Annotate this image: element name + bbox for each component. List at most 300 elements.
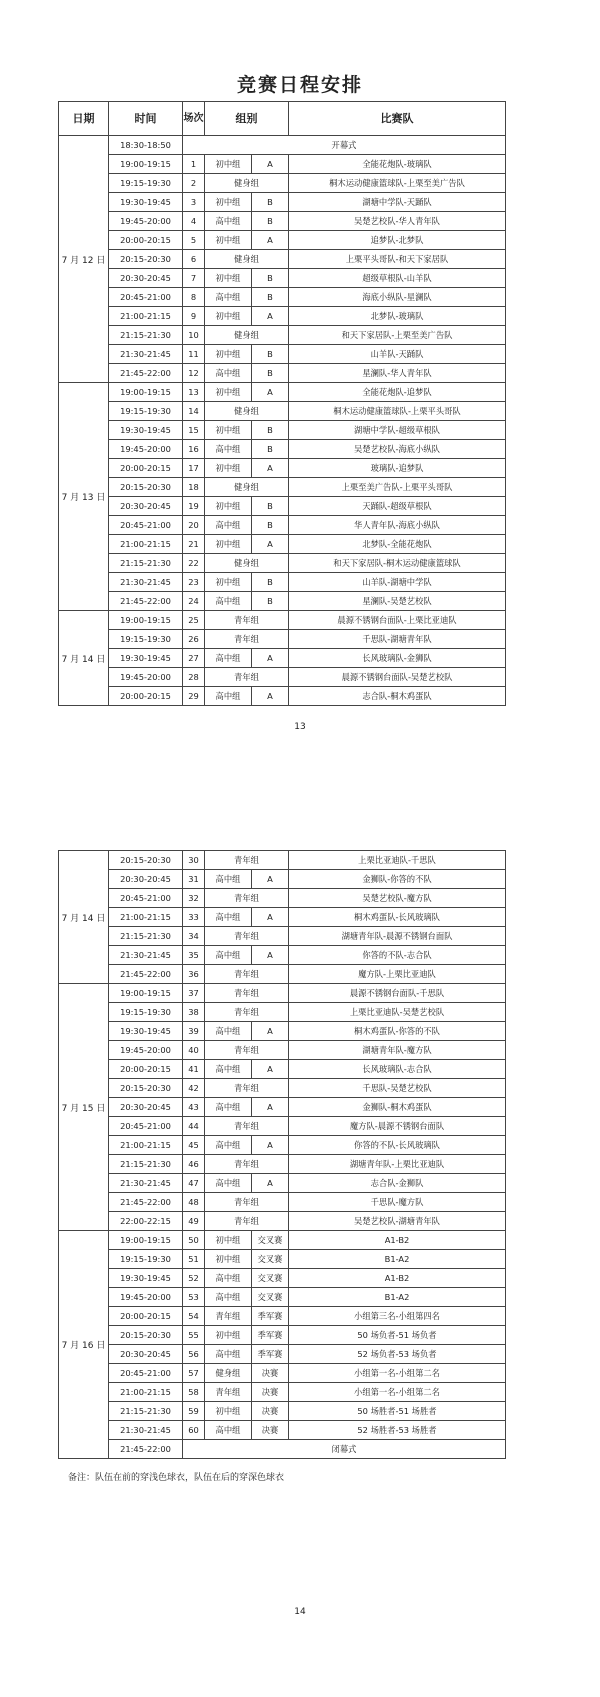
grade-cell: 健身组 bbox=[205, 478, 289, 497]
table-row bbox=[59, 193, 506, 212]
teams-cell: 星澜队-华人青年队 bbox=[289, 364, 506, 383]
match-number-cell: 33 bbox=[183, 908, 205, 927]
time-cell: 21:45-22:00 bbox=[109, 1193, 183, 1212]
grade-cell: 青年组 bbox=[205, 668, 289, 687]
match-number-cell: 25 bbox=[183, 611, 205, 630]
match-number-cell: 48 bbox=[183, 1193, 205, 1212]
grade-cell: 初中组 bbox=[205, 497, 252, 516]
grade-cell: 青年组 bbox=[205, 630, 289, 649]
match-number-cell: 14 bbox=[183, 402, 205, 421]
teams-cell: 海底小纵队-星澜队 bbox=[289, 288, 506, 307]
time-cell: 19:30-19:45 bbox=[109, 421, 183, 440]
time-cell: 20:45-21:00 bbox=[109, 889, 183, 908]
time-cell: 21:30-21:45 bbox=[109, 946, 183, 965]
table-row bbox=[59, 554, 506, 573]
time-cell: 19:30-19:45 bbox=[109, 649, 183, 668]
time-cell: 19:00-19:15 bbox=[109, 155, 183, 174]
date-cell: 7 月 16 日 bbox=[59, 1231, 109, 1459]
table-row bbox=[59, 1326, 506, 1345]
match-number-cell: 38 bbox=[183, 1003, 205, 1022]
teams-cell: 上栗比亚迪队-吴楚艺校队 bbox=[289, 1003, 506, 1022]
teams-cell: B1-A2 bbox=[289, 1250, 506, 1269]
match-number-cell: 19 bbox=[183, 497, 205, 516]
table-row bbox=[59, 440, 506, 459]
group-cell: B bbox=[252, 193, 289, 212]
teams-cell: 晨源不锈钢台面队-千思队 bbox=[289, 984, 506, 1003]
teams-cell: A1-B2 bbox=[289, 1269, 506, 1288]
teams-cell: 吴楚艺校队-海底小纵队 bbox=[289, 440, 506, 459]
grade-cell: 高中组 bbox=[205, 870, 252, 889]
table-row bbox=[59, 288, 506, 307]
group-cell: B bbox=[252, 421, 289, 440]
table-row bbox=[59, 307, 506, 326]
table-row bbox=[59, 364, 506, 383]
time-cell: 19:45-20:00 bbox=[109, 1041, 183, 1060]
teams-cell: 志合队-桐木鸡蛋队 bbox=[289, 687, 506, 706]
time-cell: 21:00-21:15 bbox=[109, 307, 183, 326]
match-number-cell: 6 bbox=[183, 250, 205, 269]
group-cell: B bbox=[252, 288, 289, 307]
group-cell: A bbox=[252, 459, 289, 478]
table-row bbox=[59, 516, 506, 535]
group-cell: B bbox=[252, 497, 289, 516]
time-cell: 19:30-19:45 bbox=[109, 1269, 183, 1288]
match-number-cell: 11 bbox=[183, 345, 205, 364]
grade-cell: 青年组 bbox=[205, 1155, 289, 1174]
grade-cell: 初中组 bbox=[205, 421, 252, 440]
match-number-cell: 15 bbox=[183, 421, 205, 440]
table-row bbox=[59, 1307, 506, 1326]
grade-cell: 高中组 bbox=[205, 440, 252, 459]
grade-cell: 初中组 bbox=[205, 1231, 252, 1250]
teams-cell: 魔方队-上栗比亚迪队 bbox=[289, 965, 506, 984]
time-cell: 19:15-19:30 bbox=[109, 1250, 183, 1269]
grade-cell: 高中组 bbox=[205, 1174, 252, 1193]
grade-cell: 高中组 bbox=[205, 649, 252, 668]
grade-cell: 青年组 bbox=[205, 1079, 289, 1098]
time-cell: 19:15-19:30 bbox=[109, 630, 183, 649]
table-row bbox=[59, 908, 506, 927]
match-number-cell: 36 bbox=[183, 965, 205, 984]
group-cell: A bbox=[252, 1060, 289, 1079]
group-cell: B bbox=[252, 440, 289, 459]
match-number-cell: 42 bbox=[183, 1079, 205, 1098]
time-cell: 22:00-22:15 bbox=[109, 1212, 183, 1231]
time-cell: 21:15-21:30 bbox=[109, 326, 183, 345]
time-cell: 19:15-19:30 bbox=[109, 174, 183, 193]
table-row bbox=[59, 1022, 506, 1041]
grade-cell: 高中组 bbox=[205, 908, 252, 927]
teams-cell: 吴楚艺校队-华人青年队 bbox=[289, 212, 506, 231]
match-number-cell: 18 bbox=[183, 478, 205, 497]
grade-cell: 初中组 bbox=[205, 307, 252, 326]
group-cell: B bbox=[252, 364, 289, 383]
time-cell: 20:45-21:00 bbox=[109, 1117, 183, 1136]
match-number-cell: 5 bbox=[183, 231, 205, 250]
group-cell: B bbox=[252, 269, 289, 288]
time-cell: 19:00-19:15 bbox=[109, 611, 183, 630]
grade-cell: 青年组 bbox=[205, 1003, 289, 1022]
teams-cell: 和天下家居队-桐木运动健康篮球队 bbox=[289, 554, 506, 573]
match-number-cell: 10 bbox=[183, 326, 205, 345]
table-row bbox=[59, 1383, 506, 1402]
table-row bbox=[59, 592, 506, 611]
match-number-cell: 54 bbox=[183, 1307, 205, 1326]
table-row bbox=[59, 383, 506, 402]
time-cell: 19:45-20:00 bbox=[109, 440, 183, 459]
time-cell: 20:15-20:30 bbox=[109, 478, 183, 497]
match-number-cell: 35 bbox=[183, 946, 205, 965]
time-cell: 19:00-19:15 bbox=[109, 383, 183, 402]
header-time: 时间 bbox=[109, 102, 183, 136]
time-cell: 19:00-19:15 bbox=[109, 984, 183, 1003]
page-number: 14 bbox=[294, 1607, 306, 1617]
grade-cell: 青年组 bbox=[205, 889, 289, 908]
table-row bbox=[59, 1136, 506, 1155]
group-cell: 决赛 bbox=[252, 1421, 289, 1440]
teams-cell: 华人青年队-海底小纵队 bbox=[289, 516, 506, 535]
teams-cell: 志合队-金狮队 bbox=[289, 1174, 506, 1193]
time-cell: 20:00-20:15 bbox=[109, 687, 183, 706]
teams-cell: 千思队-魔方队 bbox=[289, 1193, 506, 1212]
match-number-cell: 59 bbox=[183, 1402, 205, 1421]
table-row bbox=[59, 946, 506, 965]
grade-cell: 健身组 bbox=[205, 326, 289, 345]
teams-cell: 天踊队-超级草根队 bbox=[289, 497, 506, 516]
time-cell: 21:30-21:45 bbox=[109, 573, 183, 592]
time-cell: 20:00-20:15 bbox=[109, 1060, 183, 1079]
table-row bbox=[59, 174, 506, 193]
teams-cell: 小组第三名-小组第四名 bbox=[289, 1307, 506, 1326]
time-cell: 20:45-21:00 bbox=[109, 516, 183, 535]
group-cell: 交叉赛 bbox=[252, 1288, 289, 1307]
teams-cell: 千思队-吴楚艺校队 bbox=[289, 1079, 506, 1098]
time-cell: 19:00-19:15 bbox=[109, 1231, 183, 1250]
grade-cell: 健身组 bbox=[205, 1364, 252, 1383]
time-cell: 21:15-21:30 bbox=[109, 1155, 183, 1174]
time-cell: 20:00-20:15 bbox=[109, 231, 183, 250]
time-cell: 19:15-19:30 bbox=[109, 1003, 183, 1022]
group-cell: A bbox=[252, 1022, 289, 1041]
table-row bbox=[59, 478, 506, 497]
match-number-cell: 53 bbox=[183, 1288, 205, 1307]
table-row bbox=[59, 231, 506, 250]
teams-cell: 千思队-湖塘青年队 bbox=[289, 630, 506, 649]
grade-cell: 青年组 bbox=[205, 984, 289, 1003]
header-date: 日期 bbox=[59, 102, 109, 136]
group-cell: A bbox=[252, 649, 289, 668]
time-cell: 18:30-18:50 bbox=[109, 136, 183, 155]
time-cell: 21:15-21:30 bbox=[109, 554, 183, 573]
grade-cell: 青年组 bbox=[205, 1117, 289, 1136]
table-row bbox=[59, 326, 506, 345]
group-cell: B bbox=[252, 516, 289, 535]
time-cell: 21:15-21:30 bbox=[109, 927, 183, 946]
time-cell: 20:00-20:15 bbox=[109, 1307, 183, 1326]
grade-cell: 高中组 bbox=[205, 364, 252, 383]
table-row bbox=[59, 1231, 506, 1250]
teams-cell: 北梦队-全能花炮队 bbox=[289, 535, 506, 554]
time-cell: 21:45-22:00 bbox=[109, 592, 183, 611]
table-row bbox=[59, 1041, 506, 1060]
grade-cell: 青年组 bbox=[205, 965, 289, 984]
time-cell: 21:45-22:00 bbox=[109, 1440, 183, 1459]
teams-cell: 湖塘青年队-晨源不锈钢台面队 bbox=[289, 927, 506, 946]
match-number-cell: 55 bbox=[183, 1326, 205, 1345]
grade-cell: 初中组 bbox=[205, 345, 252, 364]
match-number-cell: 3 bbox=[183, 193, 205, 212]
match-number-cell: 46 bbox=[183, 1155, 205, 1174]
table-row bbox=[59, 421, 506, 440]
ceremony-cell: 开幕式 bbox=[183, 136, 506, 155]
teams-cell: 金狮队-桐木鸡蛋队 bbox=[289, 1098, 506, 1117]
table-row bbox=[59, 269, 506, 288]
match-number-cell: 4 bbox=[183, 212, 205, 231]
table-row bbox=[59, 965, 506, 984]
match-number-cell: 20 bbox=[183, 516, 205, 535]
grade-cell: 青年组 bbox=[205, 1212, 289, 1231]
table-row bbox=[59, 1402, 506, 1421]
header-match-number: 场次 bbox=[183, 102, 205, 136]
table-row bbox=[59, 1193, 506, 1212]
time-cell: 21:00-21:15 bbox=[109, 908, 183, 927]
group-cell: 季军赛 bbox=[252, 1307, 289, 1326]
table-row bbox=[59, 1269, 506, 1288]
grade-cell: 健身组 bbox=[205, 250, 289, 269]
group-cell: A bbox=[252, 1174, 289, 1193]
grade-cell: 高中组 bbox=[205, 1269, 252, 1288]
table-row bbox=[59, 1060, 506, 1079]
header-teams: 比赛队 bbox=[289, 102, 506, 136]
group-cell: B bbox=[252, 212, 289, 231]
grade-cell: 初中组 bbox=[205, 1250, 252, 1269]
grade-cell: 青年组 bbox=[205, 1307, 252, 1326]
time-cell: 21:45-22:00 bbox=[109, 965, 183, 984]
table-row bbox=[59, 1421, 506, 1440]
time-cell: 20:45-21:00 bbox=[109, 1364, 183, 1383]
teams-cell: 你答的不队-长风玻璃队 bbox=[289, 1136, 506, 1155]
teams-cell: 桐木鸡蛋队-长风玻璃队 bbox=[289, 908, 506, 927]
grade-cell: 高中组 bbox=[205, 1345, 252, 1364]
grade-cell: 高中组 bbox=[205, 212, 252, 231]
group-cell: 交叉赛 bbox=[252, 1231, 289, 1250]
match-number-cell: 2 bbox=[183, 174, 205, 193]
group-cell: 交叉赛 bbox=[252, 1250, 289, 1269]
time-cell: 20:15-20:30 bbox=[109, 851, 183, 870]
group-cell: A bbox=[252, 383, 289, 402]
teams-cell: 金狮队-你答的不队 bbox=[289, 870, 506, 889]
grade-cell: 青年组 bbox=[205, 611, 289, 630]
match-number-cell: 45 bbox=[183, 1136, 205, 1155]
table-row bbox=[59, 649, 506, 668]
group-cell: A bbox=[252, 908, 289, 927]
teams-cell: A1-B2 bbox=[289, 1231, 506, 1250]
match-number-cell: 37 bbox=[183, 984, 205, 1003]
group-cell: B bbox=[252, 592, 289, 611]
teams-cell: 桐木运动健康篮球队-上栗至美广告队 bbox=[289, 174, 506, 193]
group-cell: 决赛 bbox=[252, 1383, 289, 1402]
match-number-cell: 32 bbox=[183, 889, 205, 908]
table-row bbox=[59, 927, 506, 946]
match-number-cell: 9 bbox=[183, 307, 205, 326]
teams-cell: 桐木运动健康篮球队-上栗平头哥队 bbox=[289, 402, 506, 421]
teams-cell: 山羊队-天踊队 bbox=[289, 345, 506, 364]
match-number-cell: 30 bbox=[183, 851, 205, 870]
group-cell: A bbox=[252, 307, 289, 326]
group-cell: A bbox=[252, 870, 289, 889]
grade-cell: 初中组 bbox=[205, 1326, 252, 1345]
date-cell: 7 月 13 日 bbox=[59, 383, 109, 611]
grade-cell: 初中组 bbox=[205, 459, 252, 478]
teams-cell: 超级草根队-山羊队 bbox=[289, 269, 506, 288]
header-group: 组别 bbox=[205, 102, 289, 136]
teams-cell: 晨源不锈钢台面队-吴楚艺校队 bbox=[289, 668, 506, 687]
grade-cell: 青年组 bbox=[205, 1193, 289, 1212]
table-row bbox=[59, 1003, 506, 1022]
time-cell: 19:45-20:00 bbox=[109, 212, 183, 231]
grade-cell: 初中组 bbox=[205, 573, 252, 592]
group-cell: A bbox=[252, 231, 289, 250]
teams-cell: 和天下家居队-上栗至美广告队 bbox=[289, 326, 506, 345]
table-row bbox=[59, 1250, 506, 1269]
teams-cell: 小组第一名-小组第二名 bbox=[289, 1383, 506, 1402]
date-cell: 7 月 15 日 bbox=[59, 984, 109, 1231]
grade-cell: 初中组 bbox=[205, 535, 252, 554]
match-number-cell: 7 bbox=[183, 269, 205, 288]
teams-cell: 吴楚艺校队-魔方队 bbox=[289, 889, 506, 908]
grade-cell: 高中组 bbox=[205, 687, 252, 706]
match-number-cell: 16 bbox=[183, 440, 205, 459]
match-number-cell: 31 bbox=[183, 870, 205, 889]
match-number-cell: 60 bbox=[183, 1421, 205, 1440]
time-cell: 20:30-20:45 bbox=[109, 870, 183, 889]
match-number-cell: 28 bbox=[183, 668, 205, 687]
time-cell: 20:15-20:30 bbox=[109, 250, 183, 269]
table-row bbox=[59, 155, 506, 174]
schedule-table-page1 bbox=[58, 101, 506, 706]
table-row bbox=[59, 984, 506, 1003]
teams-cell: 50 场负者-51 场负者 bbox=[289, 1326, 506, 1345]
table-row bbox=[59, 402, 506, 421]
table-row bbox=[59, 687, 506, 706]
teams-cell: 湖塘青年队-魔方队 bbox=[289, 1041, 506, 1060]
match-number-cell: 57 bbox=[183, 1364, 205, 1383]
date-cell: 7 月 14 日 bbox=[59, 611, 109, 706]
match-number-cell: 1 bbox=[183, 155, 205, 174]
teams-cell: 星澜队-吴楚艺校队 bbox=[289, 592, 506, 611]
grade-cell: 青年组 bbox=[205, 927, 289, 946]
schedule-table-page2 bbox=[58, 850, 506, 1459]
time-cell: 21:30-21:45 bbox=[109, 345, 183, 364]
table-row bbox=[59, 870, 506, 889]
group-cell: B bbox=[252, 345, 289, 364]
table-row bbox=[59, 1098, 506, 1117]
match-number-cell: 21 bbox=[183, 535, 205, 554]
match-number-cell: 41 bbox=[183, 1060, 205, 1079]
grade-cell: 健身组 bbox=[205, 174, 289, 193]
group-cell: 决赛 bbox=[252, 1364, 289, 1383]
time-cell: 19:15-19:30 bbox=[109, 402, 183, 421]
table-row bbox=[59, 1440, 506, 1459]
table-row bbox=[59, 573, 506, 592]
teams-cell: 上栗平头哥队-和天下家居队 bbox=[289, 250, 506, 269]
teams-cell: 全能花炮队-追梦队 bbox=[289, 383, 506, 402]
table-row bbox=[59, 889, 506, 908]
teams-cell: 山羊队-湖塘中学队 bbox=[289, 573, 506, 592]
teams-cell: 长风玻璃队-金狮队 bbox=[289, 649, 506, 668]
teams-cell: 湖塘中学队-天踊队 bbox=[289, 193, 506, 212]
grade-cell: 初中组 bbox=[205, 383, 252, 402]
group-cell: 交叉赛 bbox=[252, 1269, 289, 1288]
ceremony-cell: 闭幕式 bbox=[183, 1440, 506, 1459]
grade-cell: 高中组 bbox=[205, 1288, 252, 1307]
grade-cell: 初中组 bbox=[205, 231, 252, 250]
table-row bbox=[59, 1117, 506, 1136]
table-row bbox=[59, 851, 506, 870]
match-number-cell: 23 bbox=[183, 573, 205, 592]
table-row bbox=[59, 611, 506, 630]
teams-cell: 长风玻璃队-志合队 bbox=[289, 1060, 506, 1079]
grade-cell: 健身组 bbox=[205, 402, 289, 421]
time-cell: 21:30-21:45 bbox=[109, 1421, 183, 1440]
table-row bbox=[59, 1345, 506, 1364]
time-cell: 20:30-20:45 bbox=[109, 1098, 183, 1117]
grade-cell: 高中组 bbox=[205, 1136, 252, 1155]
table-row bbox=[59, 668, 506, 687]
time-cell: 20:30-20:45 bbox=[109, 269, 183, 288]
teams-cell: 晨源不锈钢台面队-上栗比亚迪队 bbox=[289, 611, 506, 630]
table-row bbox=[59, 459, 506, 478]
table-row bbox=[59, 1288, 506, 1307]
teams-cell: 湖塘青年队-上栗比亚迪队 bbox=[289, 1155, 506, 1174]
date-cell: 7 月 14 日 bbox=[59, 851, 109, 984]
table-row bbox=[59, 136, 506, 155]
table-row bbox=[59, 1212, 506, 1231]
match-number-cell: 58 bbox=[183, 1383, 205, 1402]
match-number-cell: 13 bbox=[183, 383, 205, 402]
table-row bbox=[59, 1155, 506, 1174]
grade-cell: 高中组 bbox=[205, 1098, 252, 1117]
match-number-cell: 39 bbox=[183, 1022, 205, 1041]
table-row bbox=[59, 630, 506, 649]
grade-cell: 健身组 bbox=[205, 554, 289, 573]
grade-cell: 高中组 bbox=[205, 1421, 252, 1440]
teams-cell: 玻璃队-追梦队 bbox=[289, 459, 506, 478]
grade-cell: 初中组 bbox=[205, 269, 252, 288]
grade-cell: 高中组 bbox=[205, 1060, 252, 1079]
page-number: 13 bbox=[294, 722, 306, 732]
match-number-cell: 43 bbox=[183, 1098, 205, 1117]
grade-cell: 青年组 bbox=[205, 1383, 252, 1402]
match-number-cell: 44 bbox=[183, 1117, 205, 1136]
match-number-cell: 29 bbox=[183, 687, 205, 706]
teams-cell: 桐木鸡蛋队-你答的不队 bbox=[289, 1022, 506, 1041]
group-cell: A bbox=[252, 946, 289, 965]
match-number-cell: 40 bbox=[183, 1041, 205, 1060]
time-cell: 21:45-22:00 bbox=[109, 364, 183, 383]
teams-cell: 魔方队-晨源不锈钢台面队 bbox=[289, 1117, 506, 1136]
footnote: 备注：队伍在前的穿浅色球衣，队伍在后的穿深色球衣 bbox=[68, 1473, 285, 1483]
teams-cell: 湖塘中学队-超级草根队 bbox=[289, 421, 506, 440]
table-row bbox=[59, 345, 506, 364]
grade-cell: 高中组 bbox=[205, 516, 252, 535]
grade-cell: 高中组 bbox=[205, 288, 252, 307]
match-number-cell: 8 bbox=[183, 288, 205, 307]
teams-cell: 52 场胜者-53 场胜者 bbox=[289, 1421, 506, 1440]
teams-cell: 52 场负者-53 场负者 bbox=[289, 1345, 506, 1364]
group-cell: A bbox=[252, 1098, 289, 1117]
teams-cell: 上栗至美广告队-上栗平头哥队 bbox=[289, 478, 506, 497]
